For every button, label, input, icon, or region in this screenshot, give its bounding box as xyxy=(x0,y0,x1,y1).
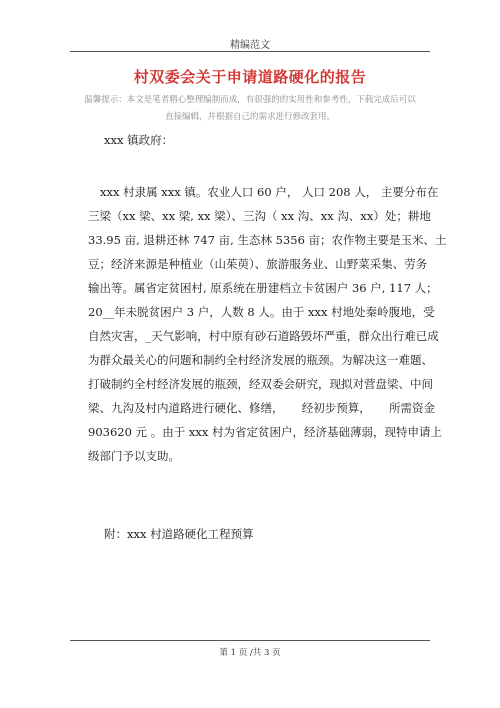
body-line: 自然灾害，_天气影响，村中原有砂石道路毁坏严重，群众出行难已成 xyxy=(88,329,439,343)
body-line: 级部门予以支助。 xyxy=(88,449,180,463)
notice-line: 直接编辑，并根据自己的需求进行修改套用。 xyxy=(164,112,335,122)
body-line: 打破制约全村经济发展的瓶颈，经双委会研究，现拟对营盘梁、中间 xyxy=(88,377,433,391)
header-divider xyxy=(70,51,430,52)
body-line: 33.95 亩, 退耕还林 747 亩, 生态林 5356 亩；农作物主要是玉米、土 xyxy=(88,233,447,247)
body-paragraph xyxy=(88,180,447,468)
footer-divider xyxy=(70,640,430,641)
body-line: 梁、九沟及村内道路进行硬化、修缮， 经初步预算， 所需资金 xyxy=(88,401,436,415)
body-line: xxx 村隶属 xxx 镇。农业人口 60 户， 人口 208 人， 主要分布在 xyxy=(100,185,439,199)
page-number: 第 1 页 /共 3 页 xyxy=(219,648,281,658)
body-line: 输出等。属省定贫困村, 原系统在册建档立卡贫困户 36 户, 117 人； xyxy=(88,281,438,295)
body-line: 为群众最关心的问题和制约全村经济发展的瓶颈。为解决这一难题、 xyxy=(88,353,433,367)
document-title: 村双委会关于申请道路硬化的报告 xyxy=(133,68,367,86)
body-line: 三梁（xx 梁、xx 梁, xx 梁）、三沟（ xx 沟、xx 沟、xx）处；耕地 xyxy=(88,209,431,223)
body-line: 豆；经济来源是种植业（山茱萸）、旅游服务业、山野菜采集、劳务 xyxy=(88,257,428,271)
notice-line: 温馨提示：本文是笔者精心整理编制而成，有很强的的实用性和参考性，下载完成后可以 xyxy=(84,95,416,105)
page-header-label: 精编范文 xyxy=(230,40,270,51)
addressee: xxx 镇政府： xyxy=(104,133,174,147)
body-line: 903620 元 。由于 xxx 村为省定贫困户，经济基础薄弱，现特申请上 xyxy=(88,425,442,439)
body-line: 20__年未脱贫困户 3 户，人数 8 人。由于 xxx 村地处秦岭腹地，受 xyxy=(88,305,435,319)
attachment-note: 附：xxx 村道路硬化工程预算 xyxy=(104,527,254,541)
notice-block xyxy=(70,92,430,126)
